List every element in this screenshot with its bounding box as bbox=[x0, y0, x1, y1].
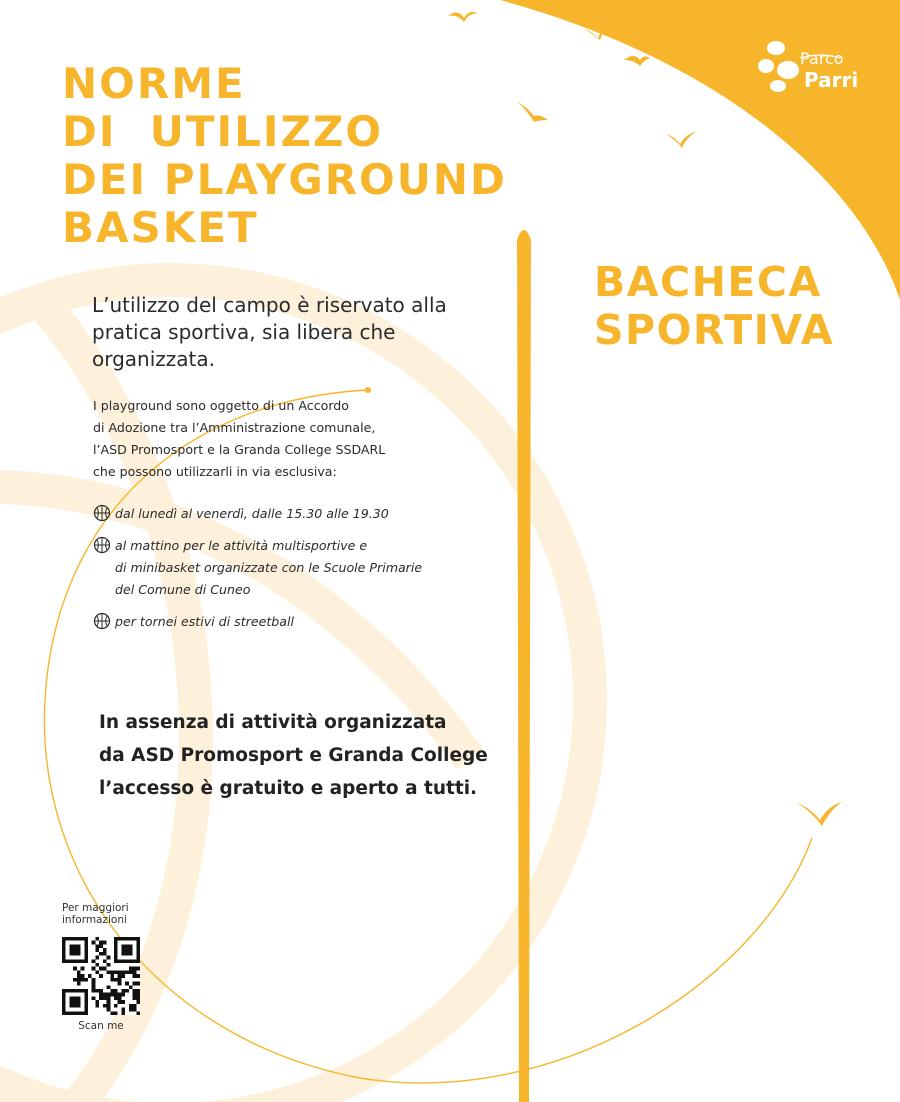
list-item bbox=[93, 535, 473, 601]
bacheca-heading bbox=[594, 258, 834, 354]
bird-icon bbox=[624, 56, 650, 66]
bird-icon bbox=[666, 132, 696, 148]
bacheca-line: SPORTIVA bbox=[594, 306, 835, 354]
agreement-line: di Adozione tra l’Amministrazione comunale, bbox=[93, 420, 376, 435]
logo-text-parco: Parco bbox=[800, 49, 844, 68]
title-line: DI UTILIZZO bbox=[62, 107, 384, 156]
bird-icon bbox=[448, 12, 478, 22]
qr-caption-line: Per maggiori bbox=[62, 902, 129, 914]
bacheca-line: BACHECA bbox=[594, 258, 822, 306]
basketball-icon bbox=[93, 612, 111, 630]
usage-list bbox=[93, 503, 473, 643]
access-statement bbox=[99, 706, 519, 805]
list-item-line: del Comune di Cuneo bbox=[115, 582, 251, 597]
scan-me-label: Scan me bbox=[78, 1020, 124, 1032]
bird-icon bbox=[796, 802, 842, 826]
access-line: da ASD Promosport e Granda College bbox=[99, 745, 488, 766]
title-line: BASKET bbox=[62, 203, 259, 252]
basketball-icon bbox=[93, 504, 111, 522]
basketball-icon bbox=[93, 536, 111, 554]
list-item-line: al mattino per le attività multisportive e bbox=[115, 538, 368, 553]
agreement-line: I playground sono oggetto di un Accordo bbox=[93, 398, 349, 413]
agreement-line: che possono utilizzarli in via esclusiva: bbox=[93, 464, 337, 479]
agreement-paragraph bbox=[93, 395, 423, 483]
access-line: l’accesso è gratuito e aperto a tutti. bbox=[99, 778, 478, 799]
list-item-line: per tornei estivi di streetball bbox=[115, 614, 294, 629]
logo-text-parri: Parri bbox=[804, 68, 859, 92]
intro-paragraph: L’utilizzo del campo è riservato alla pratica sportiva, sia libera che organizzata. bbox=[92, 293, 447, 371]
bird-icon bbox=[518, 102, 548, 122]
qr-caption bbox=[62, 902, 152, 926]
list-item-line: dal lunedì al venerdì, dalle 15.30 alle 19.30 bbox=[115, 506, 389, 521]
list-item bbox=[93, 611, 473, 633]
orbit-dot bbox=[365, 387, 371, 393]
access-line: In assenza di attività organizzata bbox=[99, 712, 447, 733]
qr-caption-line: informazioni bbox=[62, 914, 127, 926]
title-line: NORME bbox=[62, 59, 246, 108]
list-item-line: di minibasket organizzate con le Scuole Primarie bbox=[115, 560, 423, 575]
list-item bbox=[93, 503, 473, 525]
page-title bbox=[62, 60, 507, 252]
title-line: DEI PLAYGROUND bbox=[62, 155, 507, 204]
agreement-line: l’ASD Promosport e la Granda College SSDARL bbox=[93, 442, 386, 457]
vertical-divider bbox=[517, 230, 531, 1102]
qr-code-icon[interactable] bbox=[62, 937, 140, 1015]
